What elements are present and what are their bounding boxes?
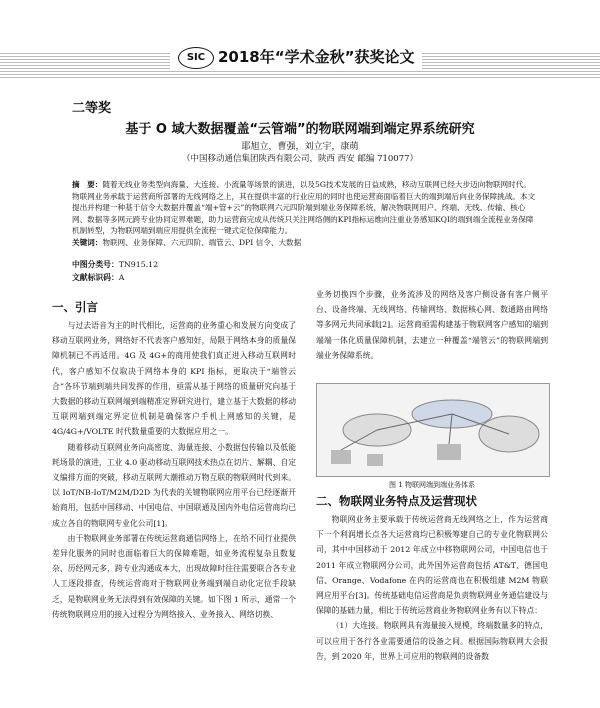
abstract-text: 随着无线业务类型向海量、大连接、小流量等场景的演进，以及5G技术发展的日益成熟，移动互联网已经大步迈向物联网时代。物联网业务承载于运营商所部署的无线网络之上，其在提供丰富的行业应用的同时也使运营商面临着巨大的端到端后向业务保障挑战。本文提出并构建一种基于信令大数据并覆盖“端+管+云”的物联网六元四阶端到端业务保障系统，解决物联网用户、终端、无线、传输、核心网、数据等多网元跨专业协同定界难题，助力运营商完成从传统只关注网络侧的KPI指标运维向注重业务感知KQI的端到端全流程业务保障机制转型，为物联网端到端应用提供全流程一键式定位保障能力。 bbox=[72, 180, 536, 235]
section-2-heading: 二、物联网业务特点及运营现状 bbox=[316, 494, 477, 508]
section-1-heading: 一、引言 bbox=[52, 300, 98, 314]
abstract bbox=[72, 179, 538, 248]
journal-header bbox=[0, 0, 600, 92]
paper-authors: 耶旭立，曹强，刘立宇，康萌 bbox=[241, 142, 359, 152]
right-column-bottom bbox=[316, 512, 548, 664]
keywords-text: 物联网、业务保障、六元四阶、端管云、DPI 信令、大数据 bbox=[102, 237, 302, 247]
right-column-top bbox=[316, 287, 548, 363]
figure-1 bbox=[316, 383, 550, 477]
award-level: 二等奖 bbox=[72, 101, 112, 116]
right-paragraph-3: （1）大连接。物联网具有海量接入规模，终端数量多的特点，可以应用于各行各业需要通信的设备之间。根据国际物联网大会报告，到 2020 年，世界上可应用的物联网的设备数 bbox=[316, 621, 548, 661]
left-paragraph-2: 随着移动互联网业务向高密度、海量连接、小数据包传输以及低能耗场景的演进，工业 4.0 驱动移动互联网技术热点在切片、解耦、自定义编排方面的突破，移动互联网大潮推动万物互联的物联网时代到来。以 IoT/NB-IoT/M2M/D2D 为代表的关键物联网应用平台已经逐渐开始商用，包括中国移动、中国电信、中国联通及国内外电信运营商均已成立各自的物联网专业化公司[1]。 bbox=[52, 442, 296, 528]
journal-title-text: 2018年“学术金秋”获奖论文 bbox=[218, 48, 415, 66]
right-paragraph-1: 业务切换四个步骤，业务流涉及的网络及客户侧设备有客户侧平台、设备终端、无线网络、传输网络、数据核心网、数通路由网络等多网元共同承载[2]。运营商亟需构建基于物联网客户感知的端到端端一体化质量保障机制，去建立一种覆盖“端管云”的物联网端到端业务保障系统。 bbox=[316, 290, 548, 360]
clc-label: 中图分类号： bbox=[72, 260, 119, 269]
clc-line bbox=[72, 259, 158, 270]
paper-title: 基于 O 域大数据覆盖“云管端”的物联网端到端定界系统研究 bbox=[125, 122, 475, 137]
clc-value: TN915.12 bbox=[118, 260, 159, 269]
journal-logo: SIC bbox=[178, 47, 214, 69]
journal-title bbox=[170, 44, 422, 70]
left-paragraph-3: 由于物联网业务部署在传统运营商通信网络上，在给不同行业提供差异化服务的同时也面临着巨大的保障难题，如业务流程复杂且数复杂、历经网元多，跨专业沟通成本大，出现故障时往往需要联合各专业人工逐段排查，传统运营商对于物联网业务端到端自动化定位手段缺乏，是物联网业务无法得到有效保障的关键。如下图 1 所示，通常一个传统物联网应用的接入过程分为网络接入、业务接入、网络切换、 bbox=[52, 533, 296, 619]
left-paragraph-1: 与过去语音为主的时代相比，运营商的业务重心和发展方向变成了移动互联网业务，网络好不代表客户感知好，局限于网络本身的质量保障机制已不再适用。4G 及 4G+的商用使我们真正进入移动互联网时代，客户感知不仅取决于网络本身的 KPI 指标，更取决于“端管云合”各环节端到端共同发挥的作用，亟需从基于网络的质量研究向基于大数据的移动互联网端到端精准定界研究进行，建立基于大数据的移动互联网端到端定界定位机制是确保客户手机上网感知的关键，是 4G/4G+/VOLTE 时代数量重要的大数据应用之一。 bbox=[52, 321, 296, 437]
keywords-label: 关键词： bbox=[72, 237, 103, 247]
left-column bbox=[52, 318, 296, 622]
figure-1-caption: 图 1 物联网端到端业务体系 bbox=[389, 481, 475, 489]
figure-1-diagram bbox=[317, 384, 549, 476]
doc-code-value: A bbox=[118, 273, 125, 282]
doc-code-line bbox=[72, 272, 124, 283]
right-paragraph-2: 物联网业务主要承载于传统运营商无线网络之上，作为运营商下一个利润增长点各大运营商均已积极筹建自己的专业化物联网公司，其中中国移动于 2012 年成立中移物联网公司，中国电信也于 2011 年成立物联网分公司，此外国外运营商包括 AT&T、德国电信、Orange、Vodafone 在内的运营商也在积极组建 M2M 物联网应用平台[3]。传统基础电信运营商是负责物联网业务通信建设与保障的基础力量，相比于传统运营商业务物联网业务有以下特点： bbox=[316, 515, 548, 616]
paper-affiliation: （中国移动通信集团陕西有限公司，陕西 西安 邮编 710077） bbox=[181, 154, 419, 164]
doc-code-label: 文献标识码： bbox=[72, 273, 119, 282]
abstract-label: 摘 要： bbox=[72, 180, 103, 189]
